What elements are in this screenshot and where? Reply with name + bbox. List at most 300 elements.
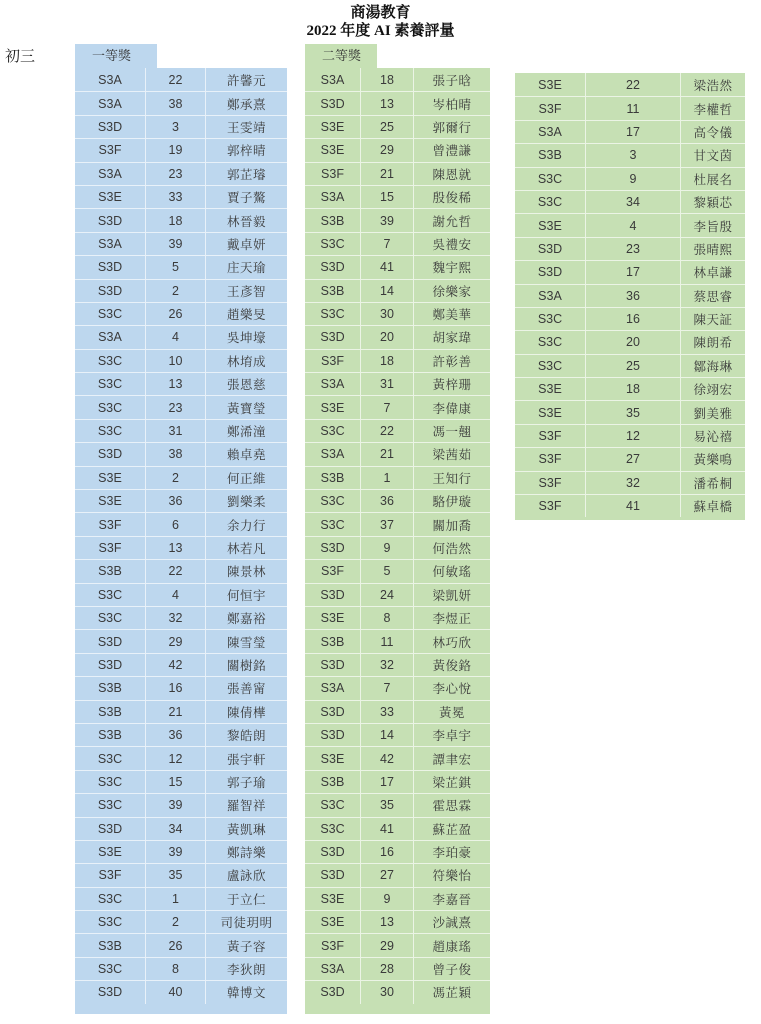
table-row bbox=[305, 653, 490, 676]
name-cell: 謝允哲 bbox=[413, 208, 490, 231]
number-cell: 36 bbox=[360, 489, 413, 512]
number-cell: 19 bbox=[145, 138, 205, 161]
second-prize-header: 二等獎 bbox=[305, 44, 377, 68]
number-cell: 2 bbox=[145, 910, 205, 933]
class-cell: S3B bbox=[305, 208, 360, 231]
table-row bbox=[75, 466, 287, 489]
name-cell: 陳景林 bbox=[205, 559, 287, 582]
name-cell: 何正維 bbox=[205, 466, 287, 489]
number-cell: 27 bbox=[585, 447, 680, 470]
table-row bbox=[75, 232, 287, 255]
table-row bbox=[305, 395, 490, 418]
name-cell: 潘希桐 bbox=[680, 471, 745, 494]
class-cell: S3E bbox=[305, 115, 360, 138]
number-cell: 14 bbox=[360, 723, 413, 746]
class-cell: S3E bbox=[538, 77, 562, 92]
number-cell: 18 bbox=[360, 68, 413, 91]
table-row bbox=[75, 185, 287, 208]
number-cell: 27 bbox=[360, 863, 413, 886]
table-row bbox=[305, 863, 490, 886]
table-row bbox=[305, 606, 490, 629]
table-row bbox=[305, 255, 490, 278]
first-prize-table-body bbox=[75, 68, 287, 1014]
number-cell: 32 bbox=[585, 471, 680, 494]
class-cell: S3E bbox=[305, 138, 360, 161]
table-row bbox=[305, 793, 490, 816]
name-cell: 曾澧謙 bbox=[413, 138, 490, 161]
table-row bbox=[515, 494, 745, 517]
table-row bbox=[75, 863, 287, 886]
number-cell: 34 bbox=[145, 817, 205, 840]
name-cell: 徐翊宏 bbox=[680, 377, 745, 400]
table-row bbox=[305, 980, 490, 1003]
name-cell: 梁浩然 bbox=[680, 73, 745, 96]
name-cell: 鄭嘉裕 bbox=[205, 606, 287, 629]
class-cell: S3C bbox=[305, 489, 360, 512]
class-cell: S3C bbox=[305, 817, 360, 840]
name-cell: 趙康瑤 bbox=[413, 933, 490, 956]
name-cell: 黎皓朗 bbox=[205, 723, 287, 746]
class-cell: S3D bbox=[305, 536, 360, 559]
class-cell: S3D bbox=[305, 325, 360, 348]
table-row bbox=[515, 330, 745, 353]
number-cell: 28 bbox=[360, 957, 413, 980]
name-cell: 黃樂鳴 bbox=[680, 447, 745, 470]
table-row bbox=[75, 980, 287, 1003]
class-cell: S3C bbox=[75, 349, 145, 372]
class-cell: S3C bbox=[75, 395, 145, 418]
table-row bbox=[75, 746, 287, 769]
number-cell: 8 bbox=[145, 957, 205, 980]
table-row bbox=[75, 887, 287, 910]
document-title bbox=[0, 4, 761, 40]
table-row bbox=[305, 91, 490, 114]
number-cell: 24 bbox=[360, 583, 413, 606]
number-cell: 9 bbox=[360, 536, 413, 559]
table-row bbox=[75, 840, 287, 863]
table-row bbox=[305, 933, 490, 956]
number-cell: 40 bbox=[145, 980, 205, 1003]
name-cell: 駱伊璇 bbox=[413, 489, 490, 512]
table-row bbox=[75, 395, 287, 418]
number-cell: 16 bbox=[585, 307, 680, 330]
class-cell: S3C bbox=[305, 302, 360, 325]
class-cell: S3D bbox=[305, 255, 360, 278]
number-cell: 1 bbox=[145, 887, 205, 910]
table-row bbox=[75, 559, 287, 582]
class-cell: S3F bbox=[515, 424, 585, 447]
table-row bbox=[75, 817, 287, 840]
class-cell: S3E bbox=[305, 910, 360, 933]
class-cell: S3D bbox=[305, 723, 360, 746]
name-cell: 李心悅 bbox=[413, 676, 490, 699]
name-cell: 許彰善 bbox=[413, 349, 490, 372]
name-cell: 霍思霖 bbox=[413, 793, 490, 816]
name-cell: 張宇軒 bbox=[205, 746, 287, 769]
name-cell: 高令儀 bbox=[680, 120, 745, 143]
number-cell: 2 bbox=[145, 279, 205, 302]
number-cell: 11 bbox=[360, 629, 413, 652]
number-cell: 38 bbox=[145, 91, 205, 114]
table-row bbox=[305, 583, 490, 606]
class-cell: S3D bbox=[75, 115, 145, 138]
table-row bbox=[305, 629, 490, 652]
number-cell: 6 bbox=[145, 512, 205, 535]
table-row bbox=[515, 237, 745, 260]
number-cell: 4 bbox=[585, 213, 680, 236]
class-cell: S3B bbox=[75, 676, 145, 699]
number-cell: 41 bbox=[585, 494, 680, 517]
table-row bbox=[75, 442, 287, 465]
class-cell: S3B bbox=[305, 279, 360, 302]
name-cell: 黃凱琳 bbox=[205, 817, 287, 840]
name-cell: 何敏瑤 bbox=[413, 559, 490, 582]
table-row bbox=[305, 770, 490, 793]
name-cell: 陳倩樺 bbox=[205, 700, 287, 723]
table-row bbox=[75, 325, 287, 348]
class-cell: S3C bbox=[75, 606, 145, 629]
name-cell: 鄭承熹 bbox=[205, 91, 287, 114]
number-cell: 3 bbox=[145, 115, 205, 138]
table-row bbox=[75, 349, 287, 372]
name-cell: 戴卓妍 bbox=[205, 232, 287, 255]
class-cell: S3E bbox=[515, 377, 585, 400]
class-cell: S3C bbox=[75, 793, 145, 816]
name-cell: 馮一翹 bbox=[413, 419, 490, 442]
name-cell: 李權哲 bbox=[680, 96, 745, 119]
class-cell: S3D bbox=[75, 817, 145, 840]
class-cell: S3C bbox=[75, 746, 145, 769]
number-cell: 22 bbox=[360, 419, 413, 442]
number-cell: 7 bbox=[360, 395, 413, 418]
table-row bbox=[75, 512, 287, 535]
table-row bbox=[75, 629, 287, 652]
number-cell: 5 bbox=[145, 255, 205, 278]
number-cell: 3 bbox=[585, 143, 680, 166]
table-row bbox=[305, 536, 490, 559]
class-cell: S3E bbox=[75, 840, 145, 863]
class-cell: S3C bbox=[75, 372, 145, 395]
class-cell: S3F bbox=[305, 349, 360, 372]
class-cell: S3E bbox=[75, 185, 145, 208]
class-cell: S3E bbox=[75, 489, 145, 512]
table-row bbox=[515, 143, 745, 166]
class-cell: S3A bbox=[305, 676, 360, 699]
class-cell: S3F bbox=[305, 559, 360, 582]
class-cell: S3D bbox=[75, 442, 145, 465]
name-cell: 林巧欣 bbox=[413, 629, 490, 652]
class-cell: S3B bbox=[305, 770, 360, 793]
class-cell: S3C bbox=[515, 167, 585, 190]
name-cell: 林堉成 bbox=[205, 349, 287, 372]
class-cell: S3C bbox=[75, 770, 145, 793]
name-cell: 張恩慈 bbox=[205, 372, 287, 395]
class-cell: S3A bbox=[75, 325, 145, 348]
class-cell: S3D bbox=[515, 260, 585, 283]
number-cell: 4 bbox=[145, 583, 205, 606]
class-cell: S3A bbox=[75, 162, 145, 185]
name-cell: 李煜正 bbox=[413, 606, 490, 629]
table-row bbox=[305, 910, 490, 933]
number-cell: 35 bbox=[360, 793, 413, 816]
table-row bbox=[305, 676, 490, 699]
number-cell: 35 bbox=[145, 863, 205, 886]
table-row bbox=[75, 138, 287, 161]
table-row bbox=[75, 676, 287, 699]
table-row bbox=[515, 471, 745, 494]
name-cell: 李卓宇 bbox=[413, 723, 490, 746]
number-cell: 39 bbox=[145, 793, 205, 816]
second-prize-table-col1 bbox=[305, 44, 490, 1014]
table-row bbox=[75, 536, 287, 559]
name-cell: 羅智祥 bbox=[205, 793, 287, 816]
name-cell: 盧詠欣 bbox=[205, 863, 287, 886]
class-cell: S3A bbox=[305, 957, 360, 980]
number-cell: 8 bbox=[360, 606, 413, 629]
name-cell: 郭梓晴 bbox=[205, 138, 287, 161]
table-row bbox=[515, 120, 745, 143]
class-cell: S3A bbox=[75, 232, 145, 255]
table-row bbox=[305, 349, 490, 372]
class-cell: S3C bbox=[75, 887, 145, 910]
class-cell: S3C bbox=[515, 307, 585, 330]
first-prize-table bbox=[75, 44, 287, 1014]
number-cell: 34 bbox=[585, 190, 680, 213]
name-cell: 趙樂旻 bbox=[205, 302, 287, 325]
table-row bbox=[515, 377, 745, 400]
name-cell: 鄒海琳 bbox=[680, 354, 745, 377]
number-cell: 17 bbox=[585, 260, 680, 283]
class-cell: S3B bbox=[75, 559, 145, 582]
name-cell: 李偉康 bbox=[413, 395, 490, 418]
number-cell: 37 bbox=[360, 512, 413, 535]
name-cell: 鄭詩樂 bbox=[205, 840, 287, 863]
name-cell: 黎穎芯 bbox=[680, 190, 745, 213]
grade-label: 初三 bbox=[5, 48, 36, 65]
table-row bbox=[75, 770, 287, 793]
number-cell: 30 bbox=[360, 302, 413, 325]
class-cell: S3C bbox=[305, 419, 360, 442]
name-cell: 張子晗 bbox=[413, 68, 490, 91]
number-cell: 26 bbox=[145, 933, 205, 956]
name-cell: 胡家瑋 bbox=[413, 325, 490, 348]
table-row bbox=[305, 887, 490, 910]
class-cell: S3F bbox=[515, 494, 585, 517]
table-row bbox=[515, 260, 745, 283]
class-cell: S3B bbox=[75, 700, 145, 723]
name-cell: 徐樂家 bbox=[413, 279, 490, 302]
table-row bbox=[75, 793, 287, 816]
class-cell: S3C bbox=[515, 190, 585, 213]
class-cell: S3E bbox=[515, 400, 585, 423]
class-cell: S3A bbox=[305, 442, 360, 465]
name-cell: 曾子俊 bbox=[413, 957, 490, 980]
number-cell: 39 bbox=[145, 232, 205, 255]
table-row bbox=[75, 910, 287, 933]
number-cell: 29 bbox=[145, 629, 205, 652]
number-cell: 26 bbox=[145, 302, 205, 325]
number-cell: 13 bbox=[360, 91, 413, 114]
class-cell: S3F bbox=[75, 512, 145, 535]
number-cell: 32 bbox=[360, 653, 413, 676]
name-cell: 杜展名 bbox=[680, 167, 745, 190]
number-cell: 20 bbox=[585, 330, 680, 353]
class-cell: S3A bbox=[75, 91, 145, 114]
table-row bbox=[515, 307, 745, 330]
table-row bbox=[305, 115, 490, 138]
number-cell: 20 bbox=[360, 325, 413, 348]
name-cell: 許馨元 bbox=[205, 68, 287, 91]
table-row bbox=[305, 279, 490, 302]
name-cell: 蘇卓橋 bbox=[680, 494, 745, 517]
number-cell: 23 bbox=[145, 395, 205, 418]
table-row bbox=[305, 232, 490, 255]
number-cell: 17 bbox=[360, 770, 413, 793]
name-cell: 郭子瑜 bbox=[205, 770, 287, 793]
class-cell: S3F bbox=[515, 447, 585, 470]
class-cell: S3A bbox=[98, 72, 122, 87]
table-row bbox=[515, 424, 745, 447]
number-cell: 41 bbox=[360, 255, 413, 278]
name-cell: 張晴熙 bbox=[680, 237, 745, 260]
class-cell: S3B bbox=[75, 723, 145, 746]
number-cell: 16 bbox=[360, 840, 413, 863]
number-cell: 7 bbox=[360, 232, 413, 255]
name-cell: 吳坤壕 bbox=[205, 325, 287, 348]
number-cell: 15 bbox=[360, 185, 413, 208]
name-cell: 李狄朗 bbox=[205, 957, 287, 980]
table-row bbox=[75, 933, 287, 956]
class-cell: S3C bbox=[75, 910, 145, 933]
number-cell: 36 bbox=[145, 723, 205, 746]
number-cell: 18 bbox=[145, 208, 205, 231]
class-cell: S3C bbox=[305, 793, 360, 816]
table-row bbox=[75, 302, 287, 325]
number-cell: 11 bbox=[585, 96, 680, 119]
name-cell: 易沁禧 bbox=[680, 424, 745, 447]
class-cell: S3C bbox=[515, 330, 585, 353]
table-row bbox=[305, 419, 490, 442]
name-cell: 黃冕 bbox=[413, 700, 490, 723]
number-cell: 33 bbox=[360, 700, 413, 723]
name-cell: 黃俊鉻 bbox=[413, 653, 490, 676]
number-cell: 39 bbox=[145, 840, 205, 863]
name-cell: 何恒宇 bbox=[205, 583, 287, 606]
name-cell: 庄天瑜 bbox=[205, 255, 287, 278]
table-row bbox=[515, 447, 745, 470]
class-cell: S3D bbox=[75, 629, 145, 652]
name-cell: 賴卓堯 bbox=[205, 442, 287, 465]
name-cell: 余力行 bbox=[205, 512, 287, 535]
class-cell: S3C bbox=[75, 419, 145, 442]
name-cell: 沙誠熹 bbox=[413, 910, 490, 933]
table-row bbox=[305, 489, 490, 512]
class-cell: S3F bbox=[305, 933, 360, 956]
name-cell: 梁茜茹 bbox=[413, 442, 490, 465]
table-row bbox=[75, 583, 287, 606]
table-row bbox=[305, 302, 490, 325]
table-row bbox=[515, 167, 745, 190]
table-row bbox=[75, 91, 287, 114]
name-cell: 林晉毅 bbox=[205, 208, 287, 231]
class-cell: S3E bbox=[305, 887, 360, 910]
table-row bbox=[75, 279, 287, 302]
name-cell: 李嘉晉 bbox=[413, 887, 490, 910]
name-cell: 黃子容 bbox=[205, 933, 287, 956]
class-cell: S3D bbox=[305, 653, 360, 676]
number-cell: 22 bbox=[585, 73, 680, 96]
name-cell: 梁凱妍 bbox=[413, 583, 490, 606]
number-cell: 21 bbox=[360, 162, 413, 185]
class-cell: S3F bbox=[75, 536, 145, 559]
table-row bbox=[305, 817, 490, 840]
table-row bbox=[305, 512, 490, 535]
class-cell: S3A bbox=[305, 372, 360, 395]
number-cell: 31 bbox=[360, 372, 413, 395]
name-cell: 司徒玥明 bbox=[205, 910, 287, 933]
class-cell: S3A bbox=[320, 72, 345, 87]
class-cell: S3F bbox=[75, 138, 145, 161]
number-cell: 13 bbox=[145, 536, 205, 559]
name-cell: 于立仁 bbox=[205, 887, 287, 910]
number-cell: 12 bbox=[145, 746, 205, 769]
number-cell: 38 bbox=[145, 442, 205, 465]
table-row bbox=[305, 466, 490, 489]
name-cell: 魏宇熙 bbox=[413, 255, 490, 278]
table-row bbox=[305, 325, 490, 348]
class-cell: S3A bbox=[515, 284, 585, 307]
class-cell: S3D bbox=[75, 980, 145, 1003]
title-line-2: 2022 年度 AI 素養評量 bbox=[306, 23, 455, 39]
number-cell: 9 bbox=[585, 167, 680, 190]
class-cell: S3D bbox=[305, 863, 360, 886]
name-cell: 陳雪瑩 bbox=[205, 629, 287, 652]
number-cell: 18 bbox=[360, 349, 413, 372]
name-cell: 梁芷錤 bbox=[413, 770, 490, 793]
number-cell: 41 bbox=[360, 817, 413, 840]
table-row bbox=[305, 442, 490, 465]
number-cell: 31 bbox=[145, 419, 205, 442]
table-row bbox=[515, 354, 745, 377]
number-cell: 29 bbox=[360, 933, 413, 956]
table-row bbox=[75, 115, 287, 138]
name-cell: 郭芷璿 bbox=[205, 162, 287, 185]
class-cell: S3E bbox=[305, 746, 360, 769]
name-cell: 韓博文 bbox=[205, 980, 287, 1003]
name-cell: 李旨殷 bbox=[680, 213, 745, 236]
class-cell: S3C bbox=[75, 957, 145, 980]
number-cell: 42 bbox=[145, 653, 205, 676]
title-line-1: 商湯教育 bbox=[350, 5, 411, 21]
class-cell: S3D bbox=[75, 653, 145, 676]
table-row bbox=[305, 162, 490, 185]
name-cell: 岑柏晴 bbox=[413, 91, 490, 114]
class-cell: S3F bbox=[305, 162, 360, 185]
table-row bbox=[515, 284, 745, 307]
name-cell: 符樂怡 bbox=[413, 863, 490, 886]
table-row bbox=[305, 700, 490, 723]
table-row bbox=[515, 73, 745, 96]
number-cell: 29 bbox=[360, 138, 413, 161]
name-cell: 黃梓珊 bbox=[413, 372, 490, 395]
name-cell: 甘文茵 bbox=[680, 143, 745, 166]
number-cell: 22 bbox=[145, 68, 205, 91]
name-cell: 蘇芷盈 bbox=[413, 817, 490, 840]
name-cell: 關樹銘 bbox=[205, 653, 287, 676]
number-cell: 42 bbox=[360, 746, 413, 769]
class-cell: S3A bbox=[515, 120, 585, 143]
number-cell: 17 bbox=[585, 120, 680, 143]
